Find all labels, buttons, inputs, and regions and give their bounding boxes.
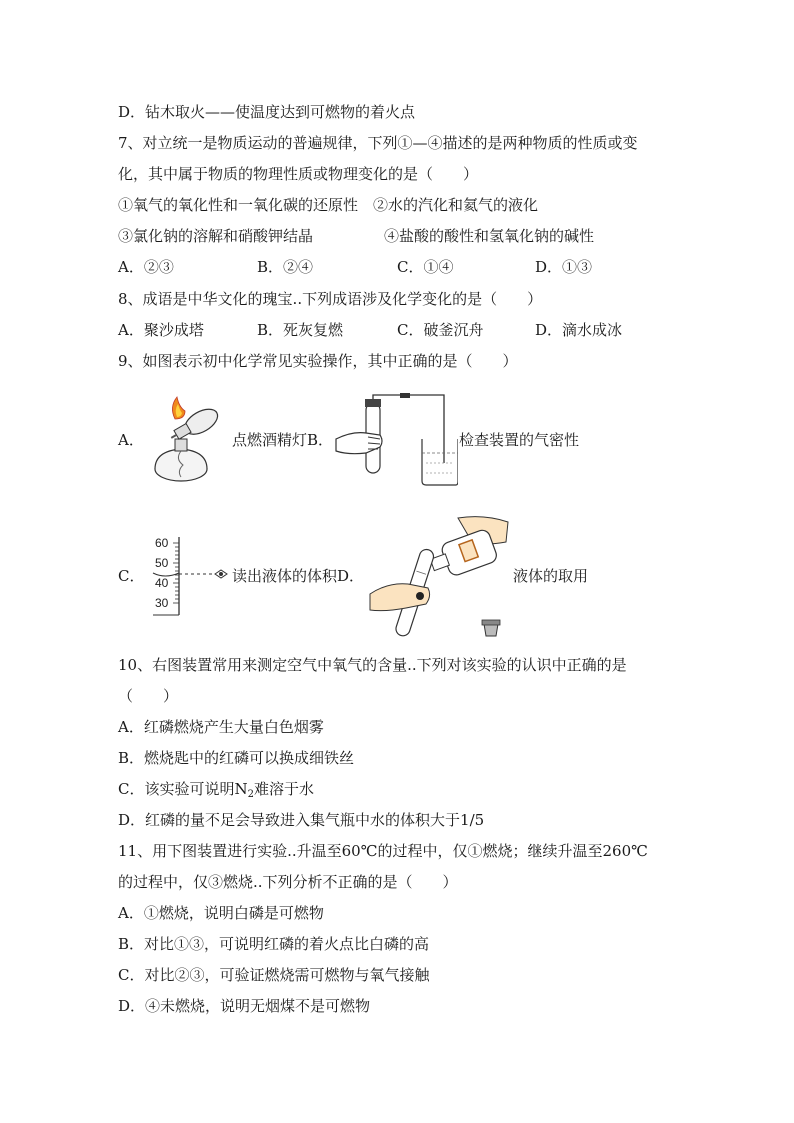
q7-items-line1: ①氧气的氧化性和一氧化碳的还原性 ②水的汽化和氦气的液化: [118, 196, 539, 214]
q9-option-a-text: 点燃酒精灯B．: [232, 431, 334, 449]
q11-stem-line2: 的过程中，仅③燃烧..下列分析不正确的是（ ）: [118, 873, 458, 891]
tick-label-60: 60: [155, 536, 169, 550]
q10-stem-line1: 10、右图装置常用来测定空气中氧气的含量..下列对该实验的认识中正确的是: [118, 656, 627, 674]
q11-option-a: A．①燃烧，说明白磷是可燃物: [118, 904, 324, 922]
q9-option-b-text: 检查装置的气密性: [459, 431, 580, 449]
q10-option-d: D．红磷的量不足会导致进入集气瓶中水的体积大于1/5: [118, 811, 485, 829]
q8-stem: 8、成语是中华文化的瑰宝..下列成语涉及化学变化的是（ ）: [118, 290, 543, 308]
q10-option-c-pre: C．该实验可说明N: [118, 780, 248, 798]
q8-option-b: B．死灰复燃: [257, 321, 344, 339]
q9-stem: 9、如图表示初中化学常见实验操作，其中正确的是（ ）: [118, 352, 518, 370]
q7-stem-line1: 7、对立统一是物质运动的普遍规律，下列①—④描述的是两种物质的性质或变: [118, 134, 638, 152]
q7-option-a: A．②③: [118, 258, 174, 276]
graduated-cylinder-figure: [145, 533, 231, 619]
q10-stem-line2: （ ）: [118, 687, 179, 705]
tick-label-40: 40: [155, 576, 169, 590]
q6-option-d: D．钻木取火——使温度达到可燃物的着火点: [118, 103, 416, 121]
q9-option-c-letter: C．: [118, 567, 145, 585]
q8-option-d: D．滴水成冰: [535, 321, 623, 339]
q11-option-c: C．对比②③，可验证燃烧需可燃物与氧气接触: [118, 966, 430, 984]
q7-option-c: C．①④: [397, 258, 454, 276]
q9-option-d-text: 液体的取用: [513, 567, 589, 585]
tick-label-50: 50: [155, 556, 169, 570]
q10-option-b: B．燃烧匙中的红磷可以换成细铁丝: [118, 749, 355, 767]
q7-item-4: ④盐酸的酸性和氢氧化钠的碱性: [384, 227, 595, 245]
q10-option-c: [118, 779, 314, 805]
q7-option-b: B．②④: [257, 258, 314, 276]
q8-option-a: A．聚沙成塔: [118, 321, 204, 339]
q11-option-b: B．对比①③，可说明红磷的着火点比白磷的高: [118, 935, 430, 953]
alcohol-lamp-lighting-figure: [145, 395, 231, 487]
tick-label-30: 30: [155, 596, 169, 610]
q7-item-3: ③氯化钠的溶解和硝酸钾结晶: [118, 227, 314, 245]
q11-option-d: D．④未燃烧，说明无烟煤不是可燃物: [118, 997, 371, 1015]
q8-option-c: C．破釜沉舟: [397, 321, 484, 339]
q9-option-a-letter: A．: [118, 431, 144, 449]
airtightness-check-figure: [334, 393, 458, 487]
liquid-pouring-figure: [368, 512, 512, 642]
q10-option-c-post: 难溶于水: [253, 780, 314, 798]
q11-stem-line1: 11、用下图装置进行实验..升温至60℃的过程中，仅①燃烧；继续升温至260℃: [118, 842, 648, 860]
q7-option-d: D．①③: [535, 258, 593, 276]
q9-option-c-text: 读出液体的体积D．: [232, 567, 365, 585]
q7-stem-line2: 化，其中属于物质的物理性质或物理变化的是（ ）: [118, 165, 479, 183]
q10-option-c-subscript: 2: [247, 789, 254, 800]
q10-option-a: A．红磷燃烧产生大量白色烟雾: [118, 718, 324, 736]
